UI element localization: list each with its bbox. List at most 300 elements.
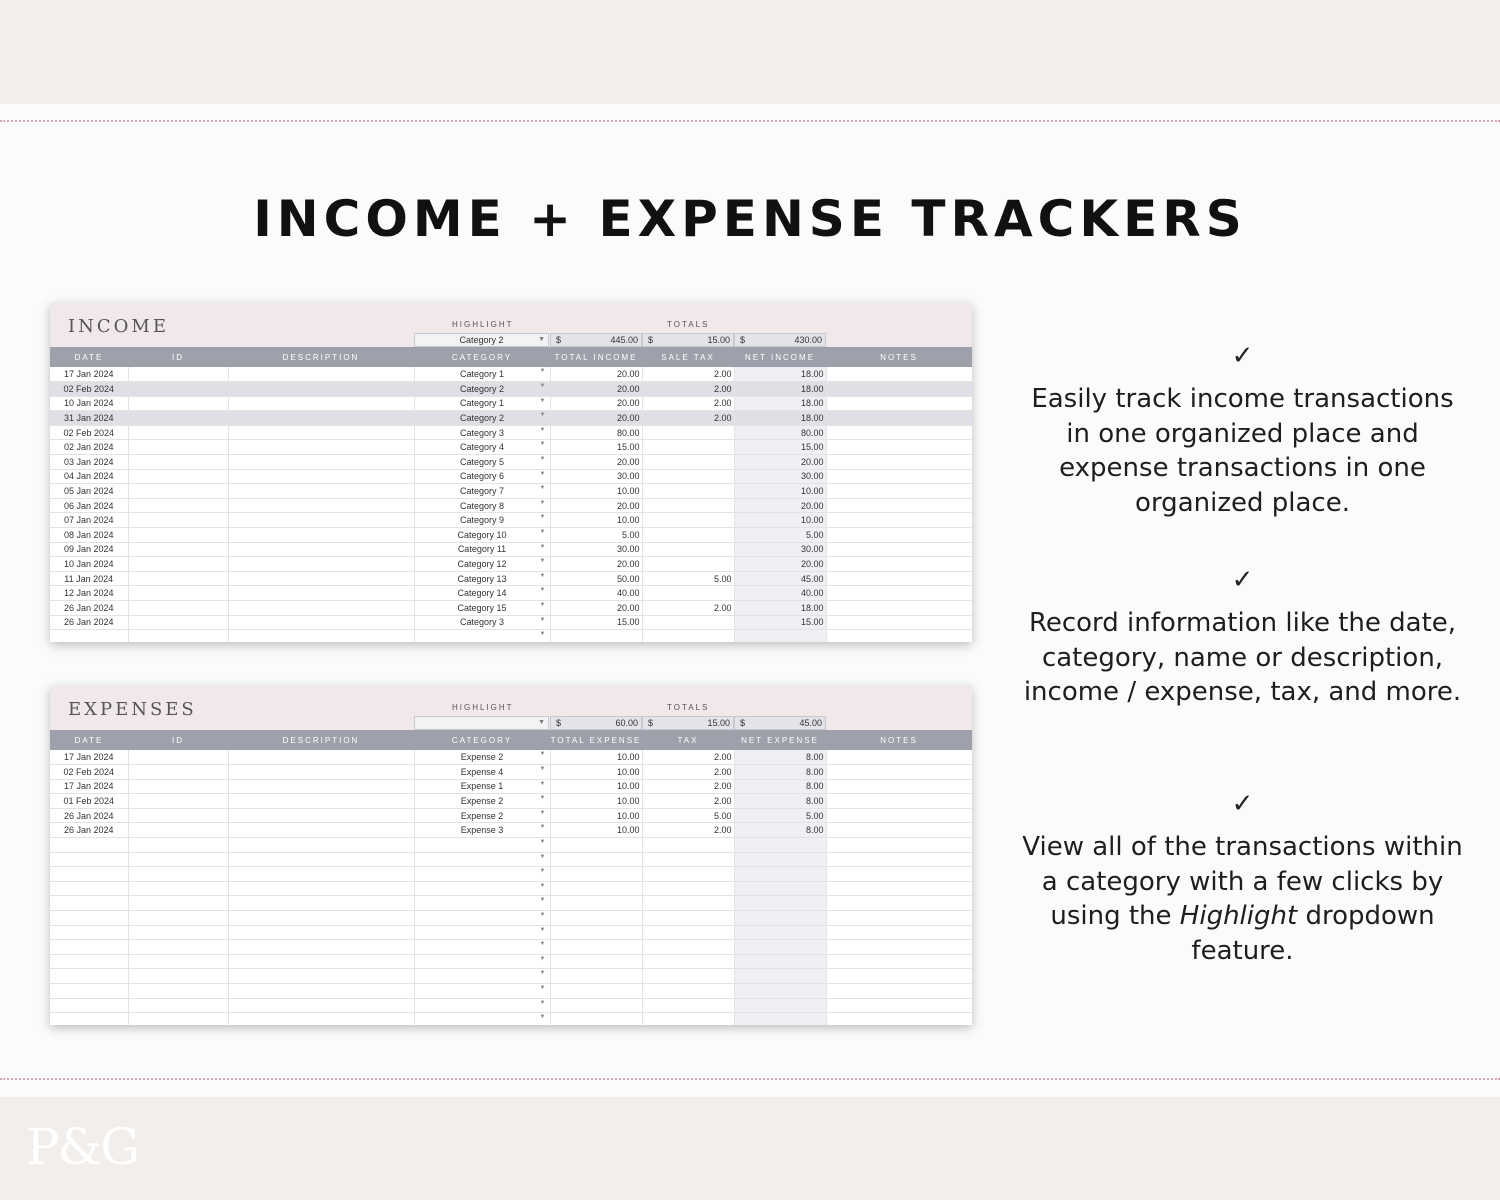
chevron-down-icon[interactable]: ▼ [539, 912, 546, 919]
tax-cell[interactable] [642, 513, 734, 528]
description-cell[interactable] [228, 1013, 414, 1025]
id-cell[interactable] [128, 867, 228, 882]
description-cell[interactable] [228, 838, 414, 853]
tax-cell[interactable] [642, 440, 734, 455]
category-cell[interactable] [414, 911, 550, 926]
chevron-down-icon[interactable]: ▼ [539, 602, 546, 608]
chevron-down-icon[interactable]: ▼ [539, 766, 546, 773]
total-cell[interactable] [550, 765, 642, 780]
notes-cell[interactable] [826, 615, 972, 630]
id-cell[interactable] [128, 838, 228, 853]
date-cell[interactable] [50, 440, 128, 455]
chevron-down-icon[interactable]: ▼ [539, 514, 546, 521]
net-cell[interactable] [734, 557, 826, 572]
chevron-down-icon[interactable]: ▼ [539, 572, 546, 579]
net-cell[interactable] [734, 367, 826, 382]
tax-cell[interactable] [642, 1013, 734, 1025]
category-cell[interactable] [414, 513, 550, 528]
total-cell[interactable] [550, 571, 642, 586]
chevron-down-icon[interactable]: ▼ [539, 383, 546, 390]
description-cell[interactable] [228, 998, 414, 1013]
tax-cell[interactable] [642, 411, 734, 426]
chevron-down-icon[interactable]: ▼ [539, 558, 546, 565]
date-cell[interactable] [50, 925, 128, 940]
date-cell[interactable] [50, 367, 128, 382]
description-cell[interactable] [228, 925, 414, 940]
category-cell[interactable] [414, 542, 550, 557]
net-cell[interactable] [734, 571, 826, 586]
id-cell[interactable] [128, 498, 228, 513]
tax-cell[interactable] [642, 542, 734, 557]
description-cell[interactable] [228, 484, 414, 499]
tax-cell[interactable] [642, 367, 734, 382]
id-cell[interactable] [128, 896, 228, 911]
chevron-down-icon[interactable]: ▼ [539, 485, 546, 492]
net-cell[interactable] [734, 998, 826, 1013]
category-cell[interactable] [414, 998, 550, 1013]
chevron-down-icon[interactable]: ▼ [539, 616, 546, 623]
tax-cell[interactable] [642, 396, 734, 411]
tax-cell[interactable] [642, 382, 734, 397]
total-cell[interactable] [550, 940, 642, 955]
notes-cell[interactable] [826, 601, 972, 616]
category-cell[interactable] [414, 1013, 550, 1025]
date-cell[interactable] [50, 469, 128, 484]
chevron-down-icon[interactable]: ▼ [539, 926, 546, 933]
description-cell[interactable] [228, 469, 414, 484]
description-cell[interactable] [228, 425, 414, 440]
id-cell[interactable] [128, 615, 228, 630]
category-cell[interactable] [414, 940, 550, 955]
total-cell[interactable] [550, 484, 642, 499]
tax-cell[interactable] [642, 484, 734, 499]
notes-cell[interactable] [826, 911, 972, 926]
notes-cell[interactable] [826, 954, 972, 969]
id-cell[interactable] [128, 794, 228, 809]
total-cell[interactable] [550, 425, 642, 440]
net-cell[interactable] [734, 411, 826, 426]
column-header[interactable]: NET INCOME [734, 347, 826, 367]
notes-cell[interactable] [826, 969, 972, 984]
category-cell[interactable] [414, 823, 550, 838]
notes-cell[interactable] [826, 881, 972, 896]
tax-cell[interactable] [642, 911, 734, 926]
net-cell[interactable] [734, 484, 826, 499]
category-cell[interactable] [414, 469, 550, 484]
date-cell[interactable] [50, 823, 128, 838]
net-cell[interactable] [734, 940, 826, 955]
column-header[interactable]: SALE TAX [642, 347, 734, 367]
notes-cell[interactable] [826, 411, 972, 426]
id-cell[interactable] [128, 940, 228, 955]
column-header[interactable]: DESCRIPTION [228, 347, 414, 367]
date-cell[interactable] [50, 498, 128, 513]
total-cell[interactable] [550, 867, 642, 882]
category-cell[interactable] [414, 765, 550, 780]
net-cell[interactable] [734, 911, 826, 926]
description-cell[interactable] [228, 750, 414, 765]
chevron-down-icon[interactable]: ▼ [539, 426, 546, 433]
notes-cell[interactable] [826, 396, 972, 411]
net-cell[interactable] [734, 808, 826, 823]
description-cell[interactable] [228, 528, 414, 543]
description-cell[interactable] [228, 382, 414, 397]
date-cell[interactable] [50, 425, 128, 440]
category-cell[interactable] [414, 571, 550, 586]
category-cell[interactable] [414, 881, 550, 896]
total-cell[interactable] [550, 455, 642, 470]
category-cell[interactable] [414, 896, 550, 911]
net-cell[interactable] [734, 528, 826, 543]
chevron-down-icon[interactable]: ▼ [539, 882, 546, 889]
description-cell[interactable] [228, 630, 414, 642]
tax-cell[interactable] [642, 779, 734, 794]
net-cell[interactable] [734, 984, 826, 999]
notes-cell[interactable] [826, 779, 972, 794]
column-header[interactable]: NOTES [826, 347, 972, 367]
notes-cell[interactable] [826, 498, 972, 513]
chevron-down-icon[interactable]: ▼ [539, 868, 546, 875]
chevron-down-icon[interactable]: ▼ [539, 529, 546, 536]
category-cell[interactable] [414, 367, 550, 382]
id-cell[interactable] [128, 630, 228, 642]
notes-cell[interactable] [826, 852, 972, 867]
date-cell[interactable] [50, 808, 128, 823]
description-cell[interactable] [228, 615, 414, 630]
category-cell[interactable] [414, 528, 550, 543]
description-cell[interactable] [228, 498, 414, 513]
chevron-down-icon[interactable]: ▼ [539, 751, 546, 757]
total-cell[interactable] [550, 984, 642, 999]
total-cell[interactable] [550, 513, 642, 528]
description-cell[interactable] [228, 411, 414, 426]
chevron-down-icon[interactable]: ▼ [539, 441, 546, 448]
tax-cell[interactable] [642, 940, 734, 955]
net-cell[interactable] [734, 794, 826, 809]
tax-cell[interactable] [642, 925, 734, 940]
notes-cell[interactable] [826, 469, 972, 484]
column-header[interactable]: ID [128, 730, 228, 750]
date-cell[interactable] [50, 984, 128, 999]
id-cell[interactable] [128, 557, 228, 572]
date-cell[interactable] [50, 557, 128, 572]
id-cell[interactable] [128, 601, 228, 616]
column-header[interactable]: NOTES [826, 730, 972, 750]
tax-cell[interactable] [642, 571, 734, 586]
date-cell[interactable] [50, 779, 128, 794]
chevron-down-icon[interactable]: ▼ [539, 824, 546, 831]
tax-cell[interactable] [642, 455, 734, 470]
description-cell[interactable] [228, 881, 414, 896]
description-cell[interactable] [228, 396, 414, 411]
net-cell[interactable] [734, 586, 826, 601]
notes-cell[interactable] [826, 867, 972, 882]
total-cell[interactable] [550, 367, 642, 382]
notes-cell[interactable] [826, 998, 972, 1013]
id-cell[interactable] [128, 440, 228, 455]
id-cell[interactable] [128, 823, 228, 838]
id-cell[interactable] [128, 382, 228, 397]
chevron-down-icon[interactable]: ▼ [539, 456, 546, 463]
net-cell[interactable] [734, 498, 826, 513]
total-cell[interactable] [550, 601, 642, 616]
description-cell[interactable] [228, 542, 414, 557]
notes-cell[interactable] [826, 542, 972, 557]
chevron-down-icon[interactable]: ▼ [539, 809, 546, 816]
chevron-down-icon[interactable]: ▼ [539, 368, 546, 374]
tax-cell[interactable] [642, 601, 734, 616]
chevron-down-icon[interactable]: ▼ [539, 941, 546, 948]
net-cell[interactable] [734, 396, 826, 411]
tax-cell[interactable] [642, 750, 734, 765]
description-cell[interactable] [228, 852, 414, 867]
tax-cell[interactable] [642, 998, 734, 1013]
notes-cell[interactable] [826, 940, 972, 955]
description-cell[interactable] [228, 557, 414, 572]
id-cell[interactable] [128, 1013, 228, 1025]
id-cell[interactable] [128, 469, 228, 484]
tax-cell[interactable] [642, 630, 734, 642]
total-cell[interactable] [550, 779, 642, 794]
category-cell[interactable] [414, 615, 550, 630]
chevron-down-icon[interactable]: ▼ [539, 780, 546, 787]
date-cell[interactable] [50, 852, 128, 867]
notes-cell[interactable] [826, 750, 972, 765]
tax-cell[interactable] [642, 586, 734, 601]
chevron-down-icon[interactable]: ▼ [539, 543, 546, 550]
id-cell[interactable] [128, 911, 228, 926]
date-cell[interactable] [50, 838, 128, 853]
expenses-highlight-dropdown[interactable] [414, 716, 549, 730]
date-cell[interactable] [50, 528, 128, 543]
date-cell[interactable] [50, 411, 128, 426]
date-cell[interactable] [50, 455, 128, 470]
column-header[interactable]: TOTAL INCOME [550, 347, 642, 367]
date-cell[interactable] [50, 630, 128, 642]
chevron-down-icon[interactable]: ▼ [539, 853, 546, 860]
tax-cell[interactable] [642, 765, 734, 780]
date-cell[interactable] [50, 396, 128, 411]
description-cell[interactable] [228, 440, 414, 455]
tax-cell[interactable] [642, 852, 734, 867]
total-cell[interactable] [550, 896, 642, 911]
category-cell[interactable] [414, 601, 550, 616]
date-cell[interactable] [50, 382, 128, 397]
notes-cell[interactable] [826, 528, 972, 543]
id-cell[interactable] [128, 528, 228, 543]
net-cell[interactable] [734, 823, 826, 838]
notes-cell[interactable] [826, 794, 972, 809]
net-cell[interactable] [734, 1013, 826, 1025]
date-cell[interactable] [50, 542, 128, 557]
tax-cell[interactable] [642, 954, 734, 969]
id-cell[interactable] [128, 484, 228, 499]
column-header[interactable]: CATEGORY [414, 347, 550, 367]
id-cell[interactable] [128, 411, 228, 426]
notes-cell[interactable] [826, 984, 972, 999]
description-cell[interactable] [228, 896, 414, 911]
description-cell[interactable] [228, 808, 414, 823]
column-header[interactable]: DESCRIPTION [228, 730, 414, 750]
id-cell[interactable] [128, 852, 228, 867]
date-cell[interactable] [50, 586, 128, 601]
tax-cell[interactable] [642, 794, 734, 809]
id-cell[interactable] [128, 367, 228, 382]
id-cell[interactable] [128, 425, 228, 440]
category-cell[interactable] [414, 440, 550, 455]
description-cell[interactable] [228, 984, 414, 999]
net-cell[interactable] [734, 779, 826, 794]
date-cell[interactable] [50, 571, 128, 586]
column-header[interactable]: NET EXPENSE [734, 730, 826, 750]
notes-cell[interactable] [826, 455, 972, 470]
id-cell[interactable] [128, 750, 228, 765]
category-cell[interactable] [414, 586, 550, 601]
id-cell[interactable] [128, 571, 228, 586]
id-cell[interactable] [128, 542, 228, 557]
date-cell[interactable] [50, 896, 128, 911]
description-cell[interactable] [228, 455, 414, 470]
date-cell[interactable] [50, 484, 128, 499]
tax-cell[interactable] [642, 984, 734, 999]
total-cell[interactable] [550, 750, 642, 765]
id-cell[interactable] [128, 586, 228, 601]
tax-cell[interactable] [642, 469, 734, 484]
description-cell[interactable] [228, 765, 414, 780]
description-cell[interactable] [228, 571, 414, 586]
description-cell[interactable] [228, 513, 414, 528]
total-cell[interactable] [550, 881, 642, 896]
net-cell[interactable] [734, 542, 826, 557]
description-cell[interactable] [228, 601, 414, 616]
notes-cell[interactable] [826, 808, 972, 823]
column-header[interactable]: DATE [50, 347, 128, 367]
tax-cell[interactable] [642, 425, 734, 440]
category-cell[interactable] [414, 750, 550, 765]
column-header[interactable]: TAX [642, 730, 734, 750]
tax-cell[interactable] [642, 838, 734, 853]
chevron-down-icon[interactable]: ▼ [539, 999, 546, 1006]
id-cell[interactable] [128, 954, 228, 969]
tax-cell[interactable] [642, 867, 734, 882]
total-cell[interactable] [550, 630, 642, 642]
notes-cell[interactable] [826, 630, 972, 642]
net-cell[interactable] [734, 382, 826, 397]
description-cell[interactable] [228, 367, 414, 382]
notes-cell[interactable] [826, 896, 972, 911]
notes-cell[interactable] [826, 765, 972, 780]
total-cell[interactable] [550, 954, 642, 969]
notes-cell[interactable] [826, 440, 972, 455]
tax-cell[interactable] [642, 808, 734, 823]
description-cell[interactable] [228, 794, 414, 809]
total-cell[interactable] [550, 969, 642, 984]
total-cell[interactable] [550, 440, 642, 455]
category-cell[interactable] [414, 411, 550, 426]
id-cell[interactable] [128, 396, 228, 411]
net-cell[interactable] [734, 469, 826, 484]
net-cell[interactable] [734, 954, 826, 969]
notes-cell[interactable] [826, 382, 972, 397]
net-cell[interactable] [734, 881, 826, 896]
chevron-down-icon[interactable]: ▼ [539, 955, 546, 962]
category-cell[interactable] [414, 954, 550, 969]
column-header[interactable]: CATEGORY [414, 730, 550, 750]
total-cell[interactable] [550, 998, 642, 1013]
total-cell[interactable] [550, 528, 642, 543]
date-cell[interactable] [50, 765, 128, 780]
column-header[interactable]: ID [128, 347, 228, 367]
net-cell[interactable] [734, 425, 826, 440]
category-cell[interactable] [414, 498, 550, 513]
total-cell[interactable] [550, 852, 642, 867]
id-cell[interactable] [128, 984, 228, 999]
description-cell[interactable] [228, 969, 414, 984]
category-cell[interactable] [414, 969, 550, 984]
total-cell[interactable] [550, 382, 642, 397]
chevron-down-icon[interactable]: ▼ [539, 970, 546, 977]
net-cell[interactable] [734, 765, 826, 780]
date-cell[interactable] [50, 969, 128, 984]
notes-cell[interactable] [826, 1013, 972, 1025]
chevron-down-icon[interactable]: ▼ [539, 587, 546, 594]
net-cell[interactable] [734, 969, 826, 984]
category-cell[interactable] [414, 396, 550, 411]
net-cell[interactable] [734, 630, 826, 642]
date-cell[interactable] [50, 601, 128, 616]
chevron-down-icon[interactable]: ▼ [539, 985, 546, 991]
total-cell[interactable] [550, 808, 642, 823]
date-cell[interactable] [50, 513, 128, 528]
net-cell[interactable] [734, 896, 826, 911]
total-cell[interactable] [550, 838, 642, 853]
id-cell[interactable] [128, 998, 228, 1013]
chevron-down-icon[interactable]: ▼ [539, 631, 546, 638]
date-cell[interactable] [50, 794, 128, 809]
income-highlight-dropdown[interactable] [414, 333, 549, 347]
total-cell[interactable] [550, 1013, 642, 1025]
id-cell[interactable] [128, 513, 228, 528]
total-cell[interactable] [550, 498, 642, 513]
net-cell[interactable] [734, 867, 826, 882]
date-cell[interactable] [50, 867, 128, 882]
tax-cell[interactable] [642, 528, 734, 543]
total-cell[interactable] [550, 542, 642, 557]
category-cell[interactable] [414, 779, 550, 794]
date-cell[interactable] [50, 911, 128, 926]
total-cell[interactable] [550, 794, 642, 809]
description-cell[interactable] [228, 954, 414, 969]
chevron-down-icon[interactable]: ▼ [539, 397, 546, 404]
id-cell[interactable] [128, 808, 228, 823]
category-cell[interactable] [414, 382, 550, 397]
notes-cell[interactable] [826, 484, 972, 499]
id-cell[interactable] [128, 925, 228, 940]
chevron-down-icon[interactable]: ▼ [539, 412, 546, 419]
date-cell[interactable] [50, 998, 128, 1013]
id-cell[interactable] [128, 765, 228, 780]
category-cell[interactable] [414, 455, 550, 470]
category-cell[interactable] [414, 425, 550, 440]
notes-cell[interactable] [826, 425, 972, 440]
date-cell[interactable] [50, 615, 128, 630]
total-cell[interactable] [550, 557, 642, 572]
date-cell[interactable] [50, 954, 128, 969]
notes-cell[interactable] [826, 571, 972, 586]
total-cell[interactable] [550, 925, 642, 940]
net-cell[interactable] [734, 455, 826, 470]
notes-cell[interactable] [826, 513, 972, 528]
